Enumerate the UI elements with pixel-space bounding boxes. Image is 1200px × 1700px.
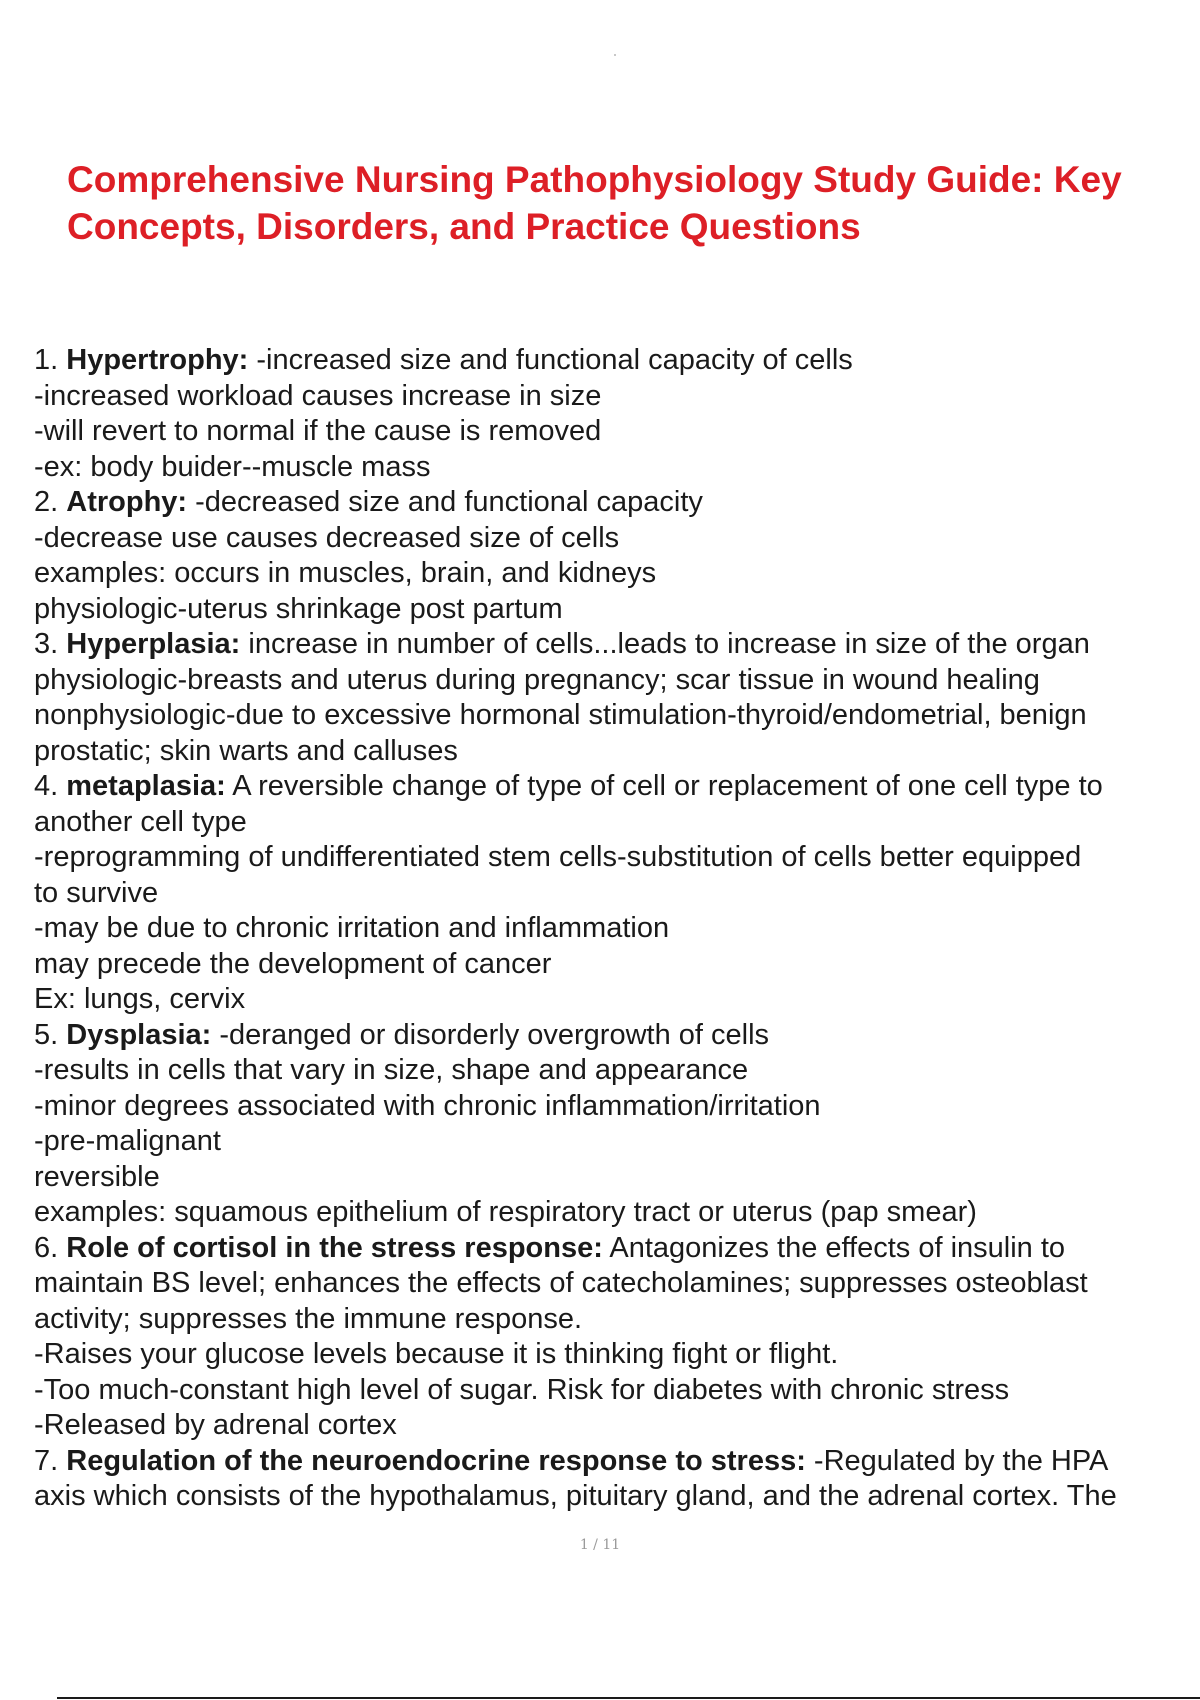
line-text: -will revert to normal if the cause is removed xyxy=(34,415,602,447)
line-text: -increased size and functional capacity of cells xyxy=(248,344,853,376)
text-line xyxy=(34,982,1200,1018)
line-text: -Too much-constant high level of sugar. Risk for diabetes with chronic stress xyxy=(34,1373,1010,1406)
entry-term: metaplasia: xyxy=(66,770,226,802)
line-text: examples: squamous epithelium of respiratory tract or uterus (pap smear) xyxy=(34,1196,977,1228)
text-line xyxy=(34,805,1200,841)
line-text: maintain BS level; enhances the effects of catecholamines; suppresses osteoblast xyxy=(34,1267,1088,1299)
text-line xyxy=(34,1089,1200,1125)
line-text: increase in number of cells...leads to increase in size of the organ xyxy=(240,628,1090,660)
line-text: another cell type xyxy=(34,805,247,838)
text-line xyxy=(34,379,1200,415)
text-line xyxy=(34,1053,1200,1089)
document-body xyxy=(34,343,1200,1515)
title-line: Concepts, Disorders, and Practice Questions xyxy=(67,206,861,247)
text-line xyxy=(34,521,1200,557)
numbered-entry-line xyxy=(34,627,1200,663)
text-line xyxy=(34,1160,1200,1196)
line-text: -deranged or disorderly overgrowth of cells xyxy=(211,1018,770,1051)
line-text: -Raises your glucose levels because it is thinking fight or flight. xyxy=(34,1338,839,1370)
line-text: axis which consists of the hypothalamus, pituitary gland, and the adrenal cortex. The xyxy=(34,1480,1117,1512)
numbered-entry-line xyxy=(34,1018,1200,1054)
line-text: prostatic; skin warts and calluses xyxy=(34,734,458,767)
line-text: -ex: body buider--muscle mass xyxy=(34,450,431,483)
numbered-entry-line xyxy=(34,343,1200,379)
line-text: Ex: lungs, cervix xyxy=(34,983,246,1015)
text-line xyxy=(34,911,1200,947)
line-text: may precede the development of cancer xyxy=(34,947,552,980)
document-title xyxy=(67,156,1200,250)
title-line: Comprehensive Nursing Pathophysiology Study Guide: Key xyxy=(67,159,1122,200)
entry-term: Regulation of the neuroendocrine response to stress: xyxy=(66,1444,806,1477)
entry-number: 4. xyxy=(34,770,67,802)
numbered-entry-line xyxy=(34,769,1200,805)
text-line xyxy=(34,698,1200,734)
entry-term: Atrophy: xyxy=(66,486,188,518)
line-text: -increased workload causes increase in size xyxy=(34,379,602,412)
text-line xyxy=(34,840,1200,876)
entry-number: 3. xyxy=(34,628,67,660)
line-text: A reversible change of type of cell or replacement of one cell type to xyxy=(225,770,1103,802)
page-bottom-rule xyxy=(57,1697,1200,1699)
entry-number: 6. xyxy=(34,1231,67,1264)
numbered-entry-line xyxy=(34,1444,1200,1480)
text-line xyxy=(34,1124,1200,1160)
line-text: -reprogramming of undifferentiated stem cells-substitution of cells better equipped xyxy=(34,841,1082,873)
line-text: -Released by adrenal cortex xyxy=(34,1409,397,1441)
line-text: activity; suppresses the immune response. xyxy=(34,1302,583,1335)
line-text: nonphysiologic-due to excessive hormonal stimulation-thyroid/endometrial, benign xyxy=(34,699,1087,731)
entry-number: 5. xyxy=(34,1018,67,1051)
line-text: -decreased size and functional capacity xyxy=(187,486,703,518)
text-line xyxy=(34,1302,1200,1338)
line-text: -decrease use causes decreased size of cells xyxy=(34,521,620,554)
text-line xyxy=(34,1195,1200,1231)
line-text: -pre-malignant xyxy=(34,1125,221,1157)
entry-number: 1. xyxy=(34,344,67,376)
entry-term: Hypertrophy: xyxy=(66,344,249,376)
text-line xyxy=(34,876,1200,912)
line-text: reversible xyxy=(34,1160,160,1193)
text-line xyxy=(34,1373,1200,1409)
text-line xyxy=(34,592,1200,628)
line-text: -minor degrees associated with chronic inflammation/irritation xyxy=(34,1089,821,1122)
line-text: physiologic-breasts and uterus during pregnancy; scar tissue in wound healing xyxy=(34,663,1040,696)
text-line xyxy=(34,734,1200,770)
numbered-entry-line xyxy=(34,485,1200,521)
text-line xyxy=(34,1337,1200,1373)
text-line xyxy=(34,556,1200,592)
entry-number: 7. xyxy=(34,1444,67,1477)
entry-term: Hyperplasia: xyxy=(66,628,241,660)
entry-number: 2. xyxy=(34,486,67,518)
line-text: physiologic-uterus shrinkage post partum xyxy=(34,592,563,625)
text-line xyxy=(34,450,1200,486)
text-line xyxy=(34,1266,1200,1302)
page-marker-dot xyxy=(614,54,616,56)
entry-term: Role of cortisol in the stress response: xyxy=(66,1231,603,1264)
text-line xyxy=(34,1479,1200,1515)
page-number: 1 / 11 xyxy=(579,1537,621,1553)
text-line xyxy=(34,663,1200,699)
line-text: -results in cells that vary in size, shape and appearance xyxy=(34,1054,749,1086)
text-line xyxy=(34,947,1200,983)
line-text: -Regulated by the HPA xyxy=(805,1444,1109,1477)
text-line xyxy=(34,1408,1200,1444)
line-text: to survive xyxy=(34,876,159,909)
line-text: examples: occurs in muscles, brain, and kidneys xyxy=(34,557,657,589)
line-text: Antagonizes the effects of insulin to xyxy=(602,1231,1066,1264)
text-line xyxy=(34,414,1200,450)
line-text: -may be due to chronic irritation and inflammation xyxy=(34,912,670,944)
entry-term: Dysplasia: xyxy=(66,1018,212,1051)
numbered-entry-line xyxy=(34,1231,1200,1267)
